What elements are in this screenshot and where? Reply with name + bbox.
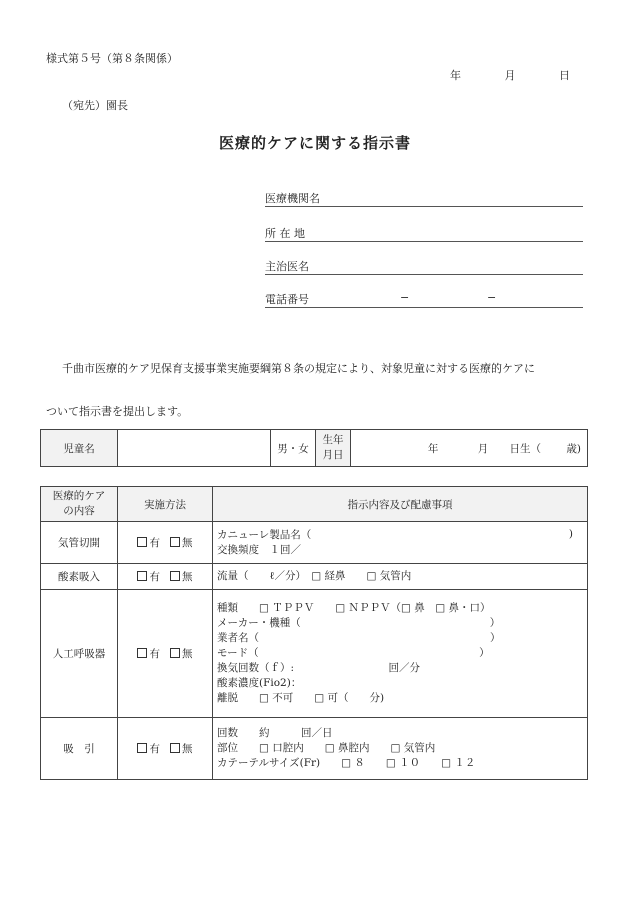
phone-label: 電話番号 — [265, 293, 309, 306]
instruction-line: 業者名（ ） — [217, 632, 501, 644]
no-checkbox[interactable] — [170, 743, 180, 753]
dob-year: 年 — [427, 442, 439, 455]
instructions-ventilator[interactable] — [213, 590, 588, 718]
date-year: 年 — [450, 69, 461, 82]
instructions-suction[interactable] — [213, 718, 588, 780]
instruction-line: モード（ ） — [217, 647, 490, 659]
col-care-header — [41, 487, 118, 522]
care-table — [40, 486, 588, 780]
addressee: （宛先）園長 — [62, 99, 128, 112]
col-method-header: 実施方法 — [118, 487, 213, 522]
phone-dash-2: − — [487, 291, 497, 304]
dob-label — [316, 430, 351, 467]
address-field[interactable] — [265, 225, 583, 242]
care-name-ventilator: 人工呼吸器 — [41, 590, 118, 718]
date-month: 月 — [504, 69, 516, 82]
no-label: 無 — [182, 537, 193, 549]
instruction-line: 部位 □ 口腔内 □ 鼻腔内 □ 気管内 — [217, 742, 436, 754]
yes-checkbox[interactable] — [137, 571, 147, 581]
care-name-oxygen: 酸素吸入 — [41, 564, 118, 590]
child-name-input[interactable] — [118, 430, 271, 467]
instruction-line: 流量（ ℓ／分） □ 経鼻 □ 気管内 — [217, 570, 412, 582]
phone-field[interactable] — [265, 291, 583, 308]
method-tracheostomy — [118, 522, 213, 564]
instruction-line: 回数 約 回／日 — [217, 727, 333, 739]
no-checkbox[interactable] — [170, 648, 180, 658]
statement-line-1: 千曲市医療的ケア児保育支援事業実施要綱第８条の規定により、対象児童に対する医療的ケアに — [62, 362, 535, 375]
date-line — [450, 67, 570, 83]
date-day: 日 — [559, 69, 570, 82]
no-label: 無 — [182, 743, 193, 755]
yes-label: 有 — [149, 743, 160, 755]
instruction-line: 換気回数（ｆ）: 回／分 — [217, 662, 421, 674]
col-instructions-header: 指示内容及び配慮事項 — [213, 487, 588, 522]
statement-line-2: ついて指示書を提出します。 — [46, 405, 189, 418]
page-title: 医療的ケアに関する指示書 — [218, 134, 411, 152]
instruction-line: カニューレ製品名（ — [217, 528, 312, 541]
phone-dash-1: − — [400, 291, 410, 304]
method-ventilator — [118, 590, 213, 718]
yes-label: 有 — [149, 571, 160, 583]
no-label: 無 — [182, 571, 193, 583]
form-number: 様式第５号（第８条関係） — [46, 52, 178, 65]
instruction-line: 交換頻度 １回／ — [217, 543, 301, 556]
dob-input[interactable] — [351, 430, 588, 467]
institution-label: 医療機関名 — [265, 192, 320, 205]
physician-field[interactable] — [265, 258, 583, 275]
instruction-line: 酸素濃度(Fio2)： — [217, 677, 302, 689]
dob-day-birth: 日生（ — [509, 442, 542, 455]
col-care-line2: の内容 — [63, 505, 95, 517]
no-checkbox[interactable] — [170, 537, 180, 547]
yes-checkbox[interactable] — [137, 743, 147, 753]
dob-label-line1: 生年 — [322, 434, 344, 446]
yes-checkbox[interactable] — [137, 537, 147, 547]
instruction-line: カテーテルサイズ(Fr) □ ８ □ １０ □ １２ — [217, 757, 476, 769]
sex-select[interactable]: 男・女 — [271, 430, 316, 467]
instruction-line: 種類 □ ＴＰＰＶ □ ＮＰＰＶ（□ 鼻 □ 鼻・口） — [217, 602, 491, 614]
instructions-oxygen[interactable] — [213, 564, 588, 590]
address-label: 所 在 地 — [265, 227, 305, 240]
method-oxygen — [118, 564, 213, 590]
child-info-table — [40, 429, 588, 467]
instruction-line: 離脱 □ 不可 □ 可（ 分) — [217, 692, 385, 704]
no-checkbox[interactable] — [170, 571, 180, 581]
dob-label-line2: 月日 — [322, 449, 344, 461]
age-suffix: 歳) — [566, 442, 581, 455]
yes-label: 有 — [149, 648, 160, 660]
no-label: 無 — [182, 648, 193, 660]
care-name-suction: 吸 引 — [41, 718, 118, 780]
dob-month: 月 — [477, 442, 489, 455]
institution-field[interactable] — [265, 190, 583, 207]
close-paren: ) — [568, 528, 573, 540]
physician-label: 主治医名 — [265, 260, 309, 273]
yes-label: 有 — [149, 537, 160, 549]
instruction-line: メーカー・機種（ ） — [217, 617, 501, 629]
instructions-tracheostomy[interactable] — [213, 522, 588, 564]
method-suction — [118, 718, 213, 780]
child-name-label: 児童名 — [41, 430, 118, 467]
col-care-line1: 医療的ケア — [52, 490, 106, 502]
yes-checkbox[interactable] — [137, 648, 147, 658]
care-name-tracheostomy: 気管切開 — [41, 522, 118, 564]
